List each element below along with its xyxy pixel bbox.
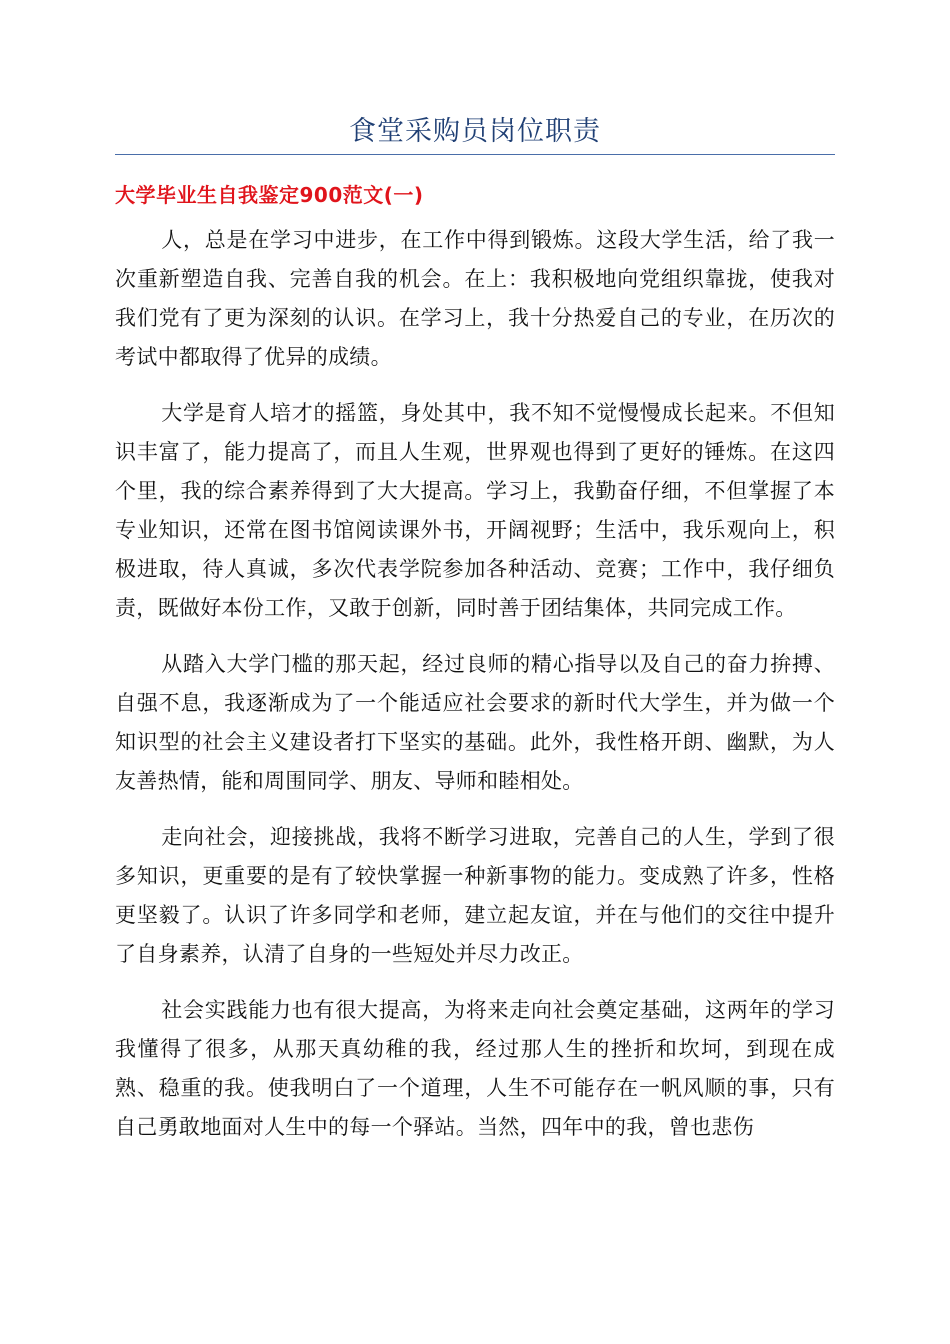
title-underline — [115, 154, 835, 155]
paragraph: 人，总是在学习中进步，在工作中得到锻炼。这段大学生活，给了我一次重新塑造自我、完善自我的机会。在上：我积极地向党组织靠拢，使我对我们党有了更为深刻的认识。在学习上，我十分热爱自己的专业，在历次的考试中都取得了优异的成绩。 — [115, 228, 835, 369]
paragraph: 社会实践能力也有很大提高，为将来走向社会奠定基础，这两年的学习我懂得了很多，从那天真幼稚的我，经过那人生的挫折和坎坷，到现在成熟、稳重的我。使我明白了一个道理，人生不可能存在一帆风顺的事，只有自己勇敢地面对人生中的每一个驿站。当然，四年中的我，曾也悲伤 — [115, 998, 835, 1139]
paragraph: 走向社会，迎接挑战，我将不断学习进取，完善自己的人生，学到了很多知识，更重要的是有了较快掌握一种新事物的能力。变成熟了许多，性格更坚毅了。认识了许多同学和老师，建立起友谊，并在与他们的交往中提升了自身素养，认清了自身的一些短处并尽力改正。 — [115, 825, 835, 966]
section-heading: 大学毕业生自我鉴定900范文(一) — [115, 183, 424, 207]
paragraph: 从踏入大学门槛的那天起，经过良师的精心指导以及自己的奋力拚搏、自强不息，我逐渐成为了一个能适应社会要求的新时代大学生，并为做一个知识型的社会主义建设者打下坚实的基础。此外，我性格开朗、幽默，为人友善热情，能和周围同学、朋友、导师和睦相处。 — [115, 652, 835, 793]
body-text — [115, 221, 835, 1164]
paragraph: 大学是育人培才的摇篮，身处其中，我不知不觉慢慢成长起来。不但知识丰富了，能力提高了，而且人生观，世界观也得到了更好的锤炼。在这四个里，我的综合素养得到了大大提高。学习上，我勤奋仔细，不但掌握了本专业知识，还常在图书馆阅读课外书，开阔视野；生活中，我乐观向上，积极进取，待人真诚，多次代表学院参加各种活动、竞赛；工作中，我仔细负责，既做好本份工作，又敢于创新，同时善于团结集体，共同完成工作。 — [115, 401, 835, 620]
document-title: 食堂采购员岗位职责 — [349, 116, 601, 147]
